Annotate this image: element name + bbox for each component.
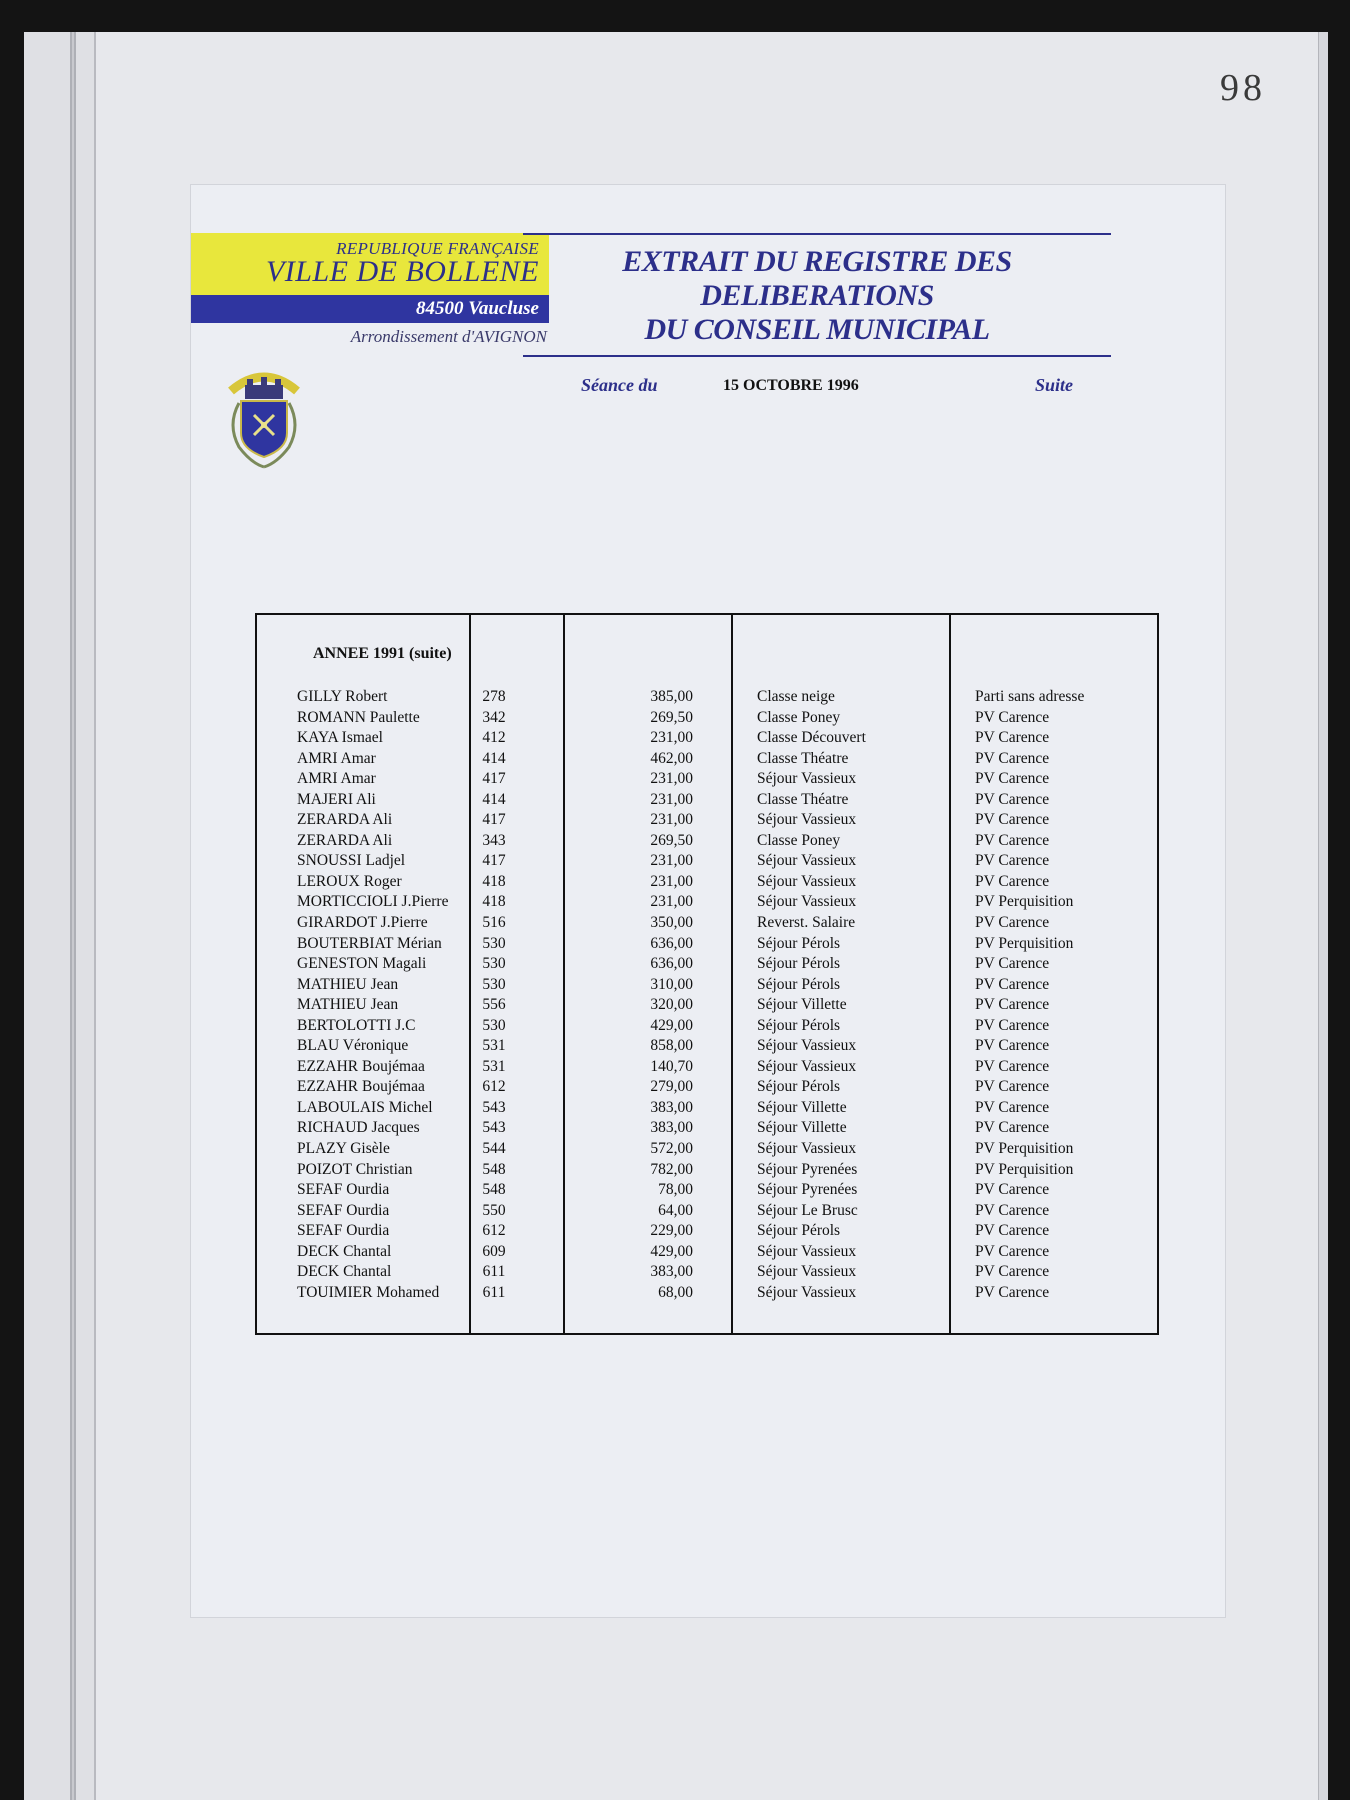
object-cell: Classe neige — [757, 688, 835, 705]
object-cell: Séjour Vassieux — [757, 1242, 857, 1260]
amount-cell: 385,00 — [650, 688, 693, 705]
debtor-name-cell: MATHIEU Jean — [297, 996, 399, 1014]
object-cell: Séjour Vassieux — [757, 1263, 857, 1281]
heading-bottom-rule — [523, 355, 1111, 357]
debtor-name-cell: LEROUX Roger — [297, 872, 402, 890]
amount-cell: 383,00 — [650, 1119, 693, 1137]
reason-cell: PV Perquisition — [975, 934, 1074, 952]
title-number-cell: 530 — [482, 934, 506, 952]
title-number-cell: 611 — [482, 1263, 506, 1281]
reason-cell: PV Carence — [975, 1057, 1050, 1075]
reason-cell: PV Carence — [975, 1263, 1050, 1281]
debtor-name-cell: AMRI Amar — [297, 749, 376, 767]
object-cell: Séjour Vassieux — [757, 852, 857, 870]
table-heading: ANNEE 1991 (suite) — [313, 645, 452, 662]
title-number-cell: 531 — [482, 1057, 506, 1075]
object-cell: Séjour Vassieux — [757, 1037, 857, 1055]
arrondissement-label: Arrondissement d'AVIGNON — [350, 327, 547, 346]
table-row — [257, 1118, 1157, 1139]
table-row — [257, 1201, 1157, 1222]
binding-line — [70, 32, 76, 1800]
title-number-cell: 342 — [482, 708, 506, 726]
debtor-name-cell: EZZAHR Boujémaa — [297, 1078, 425, 1096]
amount-cell: 782,00 — [650, 1160, 693, 1178]
table-row — [257, 1262, 1157, 1283]
debtor-name-cell: RICHAUD Jacques — [297, 1119, 420, 1137]
amount-cell: 140,70 — [650, 1057, 693, 1075]
deliberation-sheet — [190, 184, 1226, 1618]
title-number-cell: 343 — [482, 831, 506, 849]
object-cell: Séjour Pérols — [757, 934, 841, 952]
page-right-edge — [1318, 32, 1328, 1800]
reason-cell: PV Carence — [975, 831, 1050, 849]
table-row — [257, 1283, 1157, 1304]
amount-cell: 572,00 — [650, 1140, 693, 1158]
object-cell: Séjour Pérols — [757, 1078, 841, 1096]
table-row — [257, 892, 1157, 913]
register-title-line-1: EXTRAIT DU REGISTRE DES DELIBERATIONS — [622, 245, 1012, 312]
title-number-cell: 612 — [482, 1222, 506, 1240]
title-number-cell: 530 — [482, 1016, 506, 1034]
title-number-cell: 548 — [482, 1160, 506, 1178]
amount-cell: 429,00 — [650, 1016, 693, 1034]
amount-cell: 269,50 — [650, 831, 693, 849]
debtor-name-cell: TOUIMIER Mohamed — [297, 1283, 440, 1301]
amount-cell: 350,00 — [650, 914, 693, 932]
object-cell: Classe Poney — [757, 708, 841, 726]
register-heading — [523, 233, 1111, 357]
reason-cell: PV Carence — [975, 1037, 1050, 1055]
debtor-name-cell: MAJERI Ali — [297, 790, 376, 808]
reason-cell: PV Carence — [975, 708, 1050, 726]
reason-cell: PV Carence — [975, 1016, 1050, 1034]
reason-cell: PV Carence — [975, 811, 1050, 829]
object-cell: Séjour Pérols — [757, 955, 841, 973]
object-cell: Séjour Le Brusc — [757, 1201, 858, 1219]
seance-date: 15 OCTOBRE 1996 — [723, 377, 859, 394]
reason-cell: PV Carence — [975, 1181, 1050, 1199]
debtor-name-cell: MORTICCIOLI J.Pierre — [297, 893, 449, 911]
object-cell: Séjour Vassieux — [757, 770, 857, 788]
reason-cell: PV Carence — [975, 872, 1050, 890]
debts-table — [255, 613, 1159, 1335]
title-number-cell: 412 — [482, 729, 506, 747]
table-row — [257, 728, 1157, 749]
table-row — [257, 1036, 1157, 1057]
debtor-name-cell: PLAZY Gisèle — [297, 1140, 390, 1158]
debtor-name-cell: BLAU Véronique — [297, 1037, 409, 1055]
title-number-cell: 530 — [482, 975, 506, 993]
table-row — [257, 1180, 1157, 1201]
debtor-name-cell: MATHIEU Jean — [297, 975, 399, 993]
title-number-cell: 543 — [482, 1098, 506, 1116]
object-cell: Séjour Pyrenées — [757, 1181, 858, 1199]
amount-cell: 231,00 — [650, 893, 693, 911]
departement-band: 84500 Vaucluse — [191, 295, 549, 323]
amount-cell: 858,00 — [650, 1037, 693, 1055]
title-number-cell: 417 — [482, 770, 506, 788]
debtor-name-cell: POIZOT Christian — [297, 1160, 413, 1178]
seance-label: Séance du — [581, 375, 658, 395]
amount-cell: 231,00 — [650, 872, 693, 890]
title-number-cell: 550 — [482, 1201, 506, 1219]
reason-cell: PV Carence — [975, 790, 1050, 808]
title-number-cell: 612 — [482, 1078, 506, 1096]
heading-top-rule — [523, 233, 1111, 235]
town-crest-icon — [221, 363, 307, 473]
reason-cell: PV Carence — [975, 1078, 1050, 1096]
table-row — [257, 1139, 1157, 1160]
table-rows — [257, 687, 1157, 1303]
table-row — [257, 1221, 1157, 1242]
amount-cell: 231,00 — [650, 852, 693, 870]
debtor-name-cell: LABOULAIS Michel — [297, 1098, 433, 1116]
title-number-cell: 516 — [482, 914, 506, 932]
debtor-name-cell: DECK Chantal — [297, 1263, 392, 1281]
debtor-name-cell: BERTOLOTTI J.C — [297, 1016, 416, 1034]
object-cell: Séjour Villette — [757, 1098, 847, 1116]
reason-cell: PV Carence — [975, 1283, 1050, 1301]
debtor-name-cell: SEFAF Ourdia — [297, 1222, 390, 1240]
reason-cell: PV Carence — [975, 996, 1050, 1014]
object-cell: Séjour Vassieux — [757, 1283, 857, 1301]
object-cell: Classe Poney — [757, 831, 841, 849]
table-row — [257, 1098, 1157, 1119]
object-cell: Séjour Vassieux — [757, 893, 857, 911]
register-title-line-2: DU CONSEIL MUNICIPAL — [644, 313, 990, 346]
debtor-name-cell: EZZAHR Boujémaa — [297, 1057, 425, 1075]
amount-cell: 231,00 — [650, 729, 693, 747]
debtor-name-cell: SNOUSSI Ladjel — [297, 852, 406, 870]
debtor-name-cell: GIRARDOT J.Pierre — [297, 914, 428, 932]
amount-cell: 462,00 — [650, 749, 693, 767]
amount-cell: 231,00 — [650, 770, 693, 788]
title-number-cell: 609 — [482, 1242, 506, 1260]
page-number: 98 — [1220, 67, 1266, 109]
republique-label: REPUBLIQUE FRANÇAISE — [336, 239, 539, 258]
ville-title: VILLE DE BOLLENE — [265, 255, 539, 288]
table-row — [257, 1077, 1157, 1098]
letterhead-yellow-band — [191, 233, 549, 295]
title-number-cell: 544 — [482, 1140, 506, 1158]
title-number-cell: 417 — [482, 852, 506, 870]
suite-label: Suite — [1034, 375, 1073, 395]
reason-cell: PV Carence — [975, 749, 1050, 767]
title-number-cell: 414 — [482, 749, 506, 767]
reason-cell: PV Perquisition — [975, 1140, 1074, 1158]
table-row — [257, 1057, 1157, 1078]
title-number-cell: 548 — [482, 1181, 506, 1199]
register-title — [523, 245, 1111, 347]
table-row — [257, 769, 1157, 790]
register-page — [24, 32, 1328, 1800]
table-row — [257, 851, 1157, 872]
object-cell: Séjour Villette — [757, 996, 847, 1014]
reason-cell: PV Carence — [975, 770, 1050, 788]
table-row — [257, 831, 1157, 852]
object-cell: Classe Théatre — [757, 749, 849, 767]
object-cell: Séjour Pyrenées — [757, 1160, 858, 1178]
debtor-name-cell: KAYA Ismael — [297, 729, 383, 747]
reason-cell: PV Carence — [975, 914, 1050, 932]
table-row — [257, 975, 1157, 996]
debtor-name-cell: ZERARDA Ali — [297, 811, 393, 829]
debtor-name-cell: BOUTERBIAT Mérian — [297, 934, 442, 952]
reason-cell: PV Carence — [975, 1242, 1050, 1260]
object-cell: Séjour Pérols — [757, 1016, 841, 1034]
reason-cell: PV Carence — [975, 1098, 1050, 1116]
reason-cell: PV Carence — [975, 1119, 1050, 1137]
reason-cell: PV Perquisition — [975, 1160, 1074, 1178]
reason-cell: Parti sans adresse — [975, 688, 1085, 705]
title-number-cell: 414 — [482, 790, 506, 808]
reason-cell: PV Carence — [975, 1222, 1050, 1240]
reason-cell: PV Carence — [975, 975, 1050, 993]
title-number-cell: 530 — [482, 955, 506, 973]
table-row — [257, 708, 1157, 729]
amount-cell: 64,00 — [658, 1201, 693, 1219]
reason-cell: PV Carence — [975, 729, 1050, 747]
reason-cell: PV Carence — [975, 955, 1050, 973]
amount-cell: 231,00 — [650, 790, 693, 808]
title-number-cell: 611 — [482, 1283, 506, 1301]
seance-row — [581, 375, 1111, 399]
amount-cell: 636,00 — [650, 934, 693, 952]
debtor-name-cell: ROMANN Paulette — [297, 708, 420, 726]
binding-edge — [24, 32, 96, 1800]
title-number-cell: 417 — [482, 811, 506, 829]
amount-cell: 383,00 — [650, 1098, 693, 1116]
table-row — [257, 749, 1157, 770]
object-cell: Séjour Villette — [757, 1119, 847, 1137]
object-cell: Classe Découvert — [757, 729, 866, 747]
object-cell: Séjour Vassieux — [757, 1140, 857, 1158]
title-number-cell: 278 — [482, 688, 506, 705]
title-number-cell: 531 — [482, 1037, 506, 1055]
amount-cell: 636,00 — [650, 955, 693, 973]
object-cell: Classe Théatre — [757, 790, 849, 808]
object-cell: Reverst. Salaire — [757, 914, 856, 932]
amount-cell: 231,00 — [650, 811, 693, 829]
table-row — [257, 872, 1157, 893]
title-number-cell: 418 — [482, 872, 506, 890]
amount-cell: 429,00 — [650, 1242, 693, 1260]
title-number-cell: 418 — [482, 893, 506, 911]
debtor-name-cell: GENESTON Magali — [297, 955, 427, 973]
reason-cell: PV Perquisition — [975, 893, 1074, 911]
amount-cell: 279,00 — [650, 1078, 693, 1096]
table-row — [257, 995, 1157, 1016]
town-letterhead — [191, 233, 549, 347]
object-cell: Séjour Vassieux — [757, 811, 857, 829]
amount-cell: 229,00 — [650, 1222, 693, 1240]
amount-cell: 78,00 — [658, 1181, 693, 1199]
reason-cell: PV Carence — [975, 852, 1050, 870]
debtor-name-cell: ZERARDA Ali — [297, 831, 393, 849]
reason-cell: PV Carence — [975, 1201, 1050, 1219]
table-row — [257, 913, 1157, 934]
amount-cell: 310,00 — [650, 975, 693, 993]
amount-cell: 68,00 — [658, 1283, 693, 1301]
title-number-cell: 556 — [482, 996, 506, 1014]
amount-cell: 320,00 — [650, 996, 693, 1014]
debtor-name-cell: DECK Chantal — [297, 1242, 392, 1260]
table-row — [257, 954, 1157, 975]
object-cell: Séjour Vassieux — [757, 872, 857, 890]
debtor-name-cell: GILLY Robert — [297, 688, 388, 705]
object-cell: Séjour Pérols — [757, 1222, 841, 1240]
object-cell: Séjour Vassieux — [757, 1057, 857, 1075]
debtor-name-cell: SEFAF Ourdia — [297, 1181, 390, 1199]
table-row — [257, 790, 1157, 811]
object-cell: Séjour Pérols — [757, 975, 841, 993]
table-row — [257, 1242, 1157, 1263]
amount-cell: 383,00 — [650, 1263, 693, 1281]
table-row — [257, 687, 1157, 708]
table-row — [257, 810, 1157, 831]
debtor-name-cell: SEFAF Ourdia — [297, 1201, 390, 1219]
amount-cell: 269,50 — [650, 708, 693, 726]
table-row — [257, 1160, 1157, 1181]
debtor-name-cell: AMRI Amar — [297, 770, 376, 788]
title-number-cell: 543 — [482, 1119, 506, 1137]
table-row — [257, 1016, 1157, 1037]
table-row — [257, 934, 1157, 955]
